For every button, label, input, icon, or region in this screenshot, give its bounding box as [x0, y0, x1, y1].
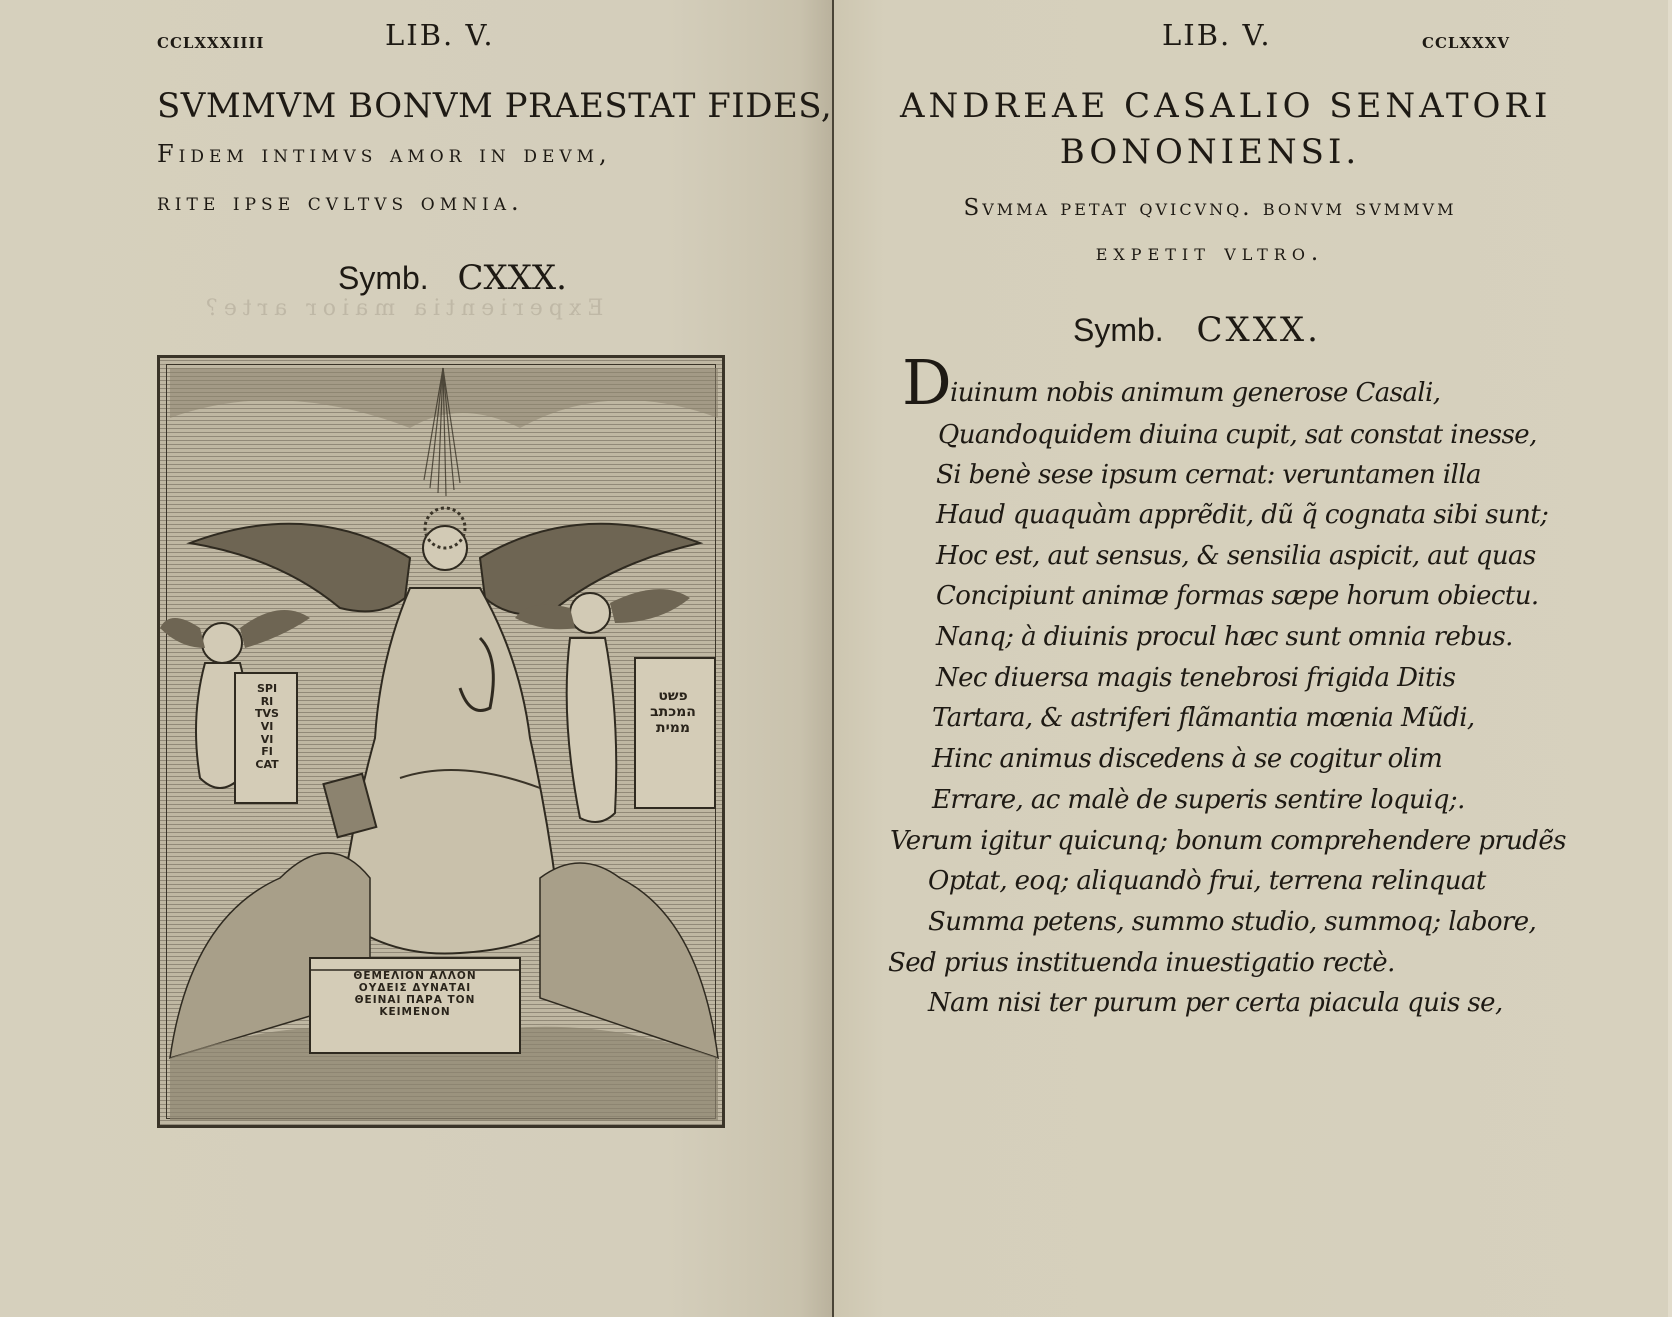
running-head: LIB. V. — [385, 18, 495, 52]
motto-line-2: expetit vltro. — [1095, 240, 1325, 266]
verse-line: Hoc est, aut sensus, & sensilia aspicit, aut quas — [936, 541, 1536, 571]
verse-line: Summa petens, summo studio, summoq; labore, — [928, 907, 1537, 937]
verse-line: Quandoquidem diuina cupit, sat constat inesse, — [938, 420, 1537, 450]
pedestal-greek-inscription: ΘΕΜΕΛΙΟΝ ΑΛΛΟΝ ΟΥΔΕΙΣ ΔΥΝΑΤΑΙ ΘΕΙΝΑΙ ΠΑΡΑ ΤΟΝ ΚΕΙΜΕΝΟΝ — [353, 970, 477, 1019]
verse-line: Verum igitur quicunq; bonum comprehendere prudẽs — [890, 826, 1566, 856]
verse-line: iuinum nobis animum generose Casali, — [950, 378, 1441, 408]
symbol-prefix: Symb. — [338, 260, 429, 296]
symbol-heading-right — [1073, 310, 1321, 350]
lemma-line-3: rite ipse cvltvs omnia. — [157, 188, 524, 216]
verse-line: Tartara, & astriferi flãmantia mœnia Mũdi, — [932, 703, 1475, 733]
page-number: CCLXXXIIII — [157, 34, 265, 52]
emblem-engraving — [157, 355, 725, 1128]
page-edge — [1668, 0, 1672, 1317]
verse-line: Nec diuersa magis tenebrosi frigida Ditis — [936, 663, 1456, 693]
lemma-line-1: SVMMVM BONVM PRAESTAT FIDES, — [157, 86, 833, 126]
dedication-line-2: BONONIENSI. — [1059, 132, 1361, 172]
symbol-number: CXXX. — [1196, 310, 1321, 350]
verse-line: Errare, ac malè de superis sentire loquiq;. — [932, 785, 1465, 815]
symbol-prefix: Symb. — [1073, 312, 1164, 348]
tablet-inscription: SPI RI TVS VI VI FI CAT — [255, 682, 279, 771]
verse-line: Haud quaquàm apprẽdit, dũ q̃ cognata sibi sunt; — [936, 500, 1549, 530]
verse-line: Hinc animus discedens à se cogitur olim — [932, 744, 1443, 774]
verse-line: Sed prius instituenda inuestigatio rectè. — [888, 948, 1395, 978]
drop-cap: D — [902, 346, 952, 419]
page-number-right: CCLXXXV — [1422, 34, 1510, 52]
motto-line-1: Svmma petat qvicvnq. bonvm svmmvm — [963, 195, 1457, 221]
left-page — [0, 0, 833, 1317]
symbol-heading — [338, 258, 567, 298]
verse-line: Nam nisi ter purum per certa piacula quis se, — [928, 988, 1503, 1018]
running-head-right: LIB. V. — [1162, 18, 1272, 52]
lemma-line-2: Fidem intimvs amor in devm, — [157, 140, 612, 168]
symbol-number: CXXX. — [457, 258, 567, 298]
verse-line: Si benè sese ipsum cernat: veruntamen illa — [936, 460, 1481, 490]
dedication-line-1: ANDREAE CASALIO SENATORI — [900, 86, 1552, 126]
bleed-through-text: Experientia maior arte? — [200, 296, 604, 321]
verse-line: Nanq; à diuinis procul hæc sunt omnia rebus. — [936, 622, 1513, 652]
hebrew-scroll-inscription: פשט המכתב ממית — [650, 688, 696, 737]
verse-line: Concipiunt animæ formas sæpe horum obiectu. — [936, 581, 1539, 611]
verse-line: Optat, eoq; aliquandò frui, terrena relinquat — [928, 866, 1486, 896]
